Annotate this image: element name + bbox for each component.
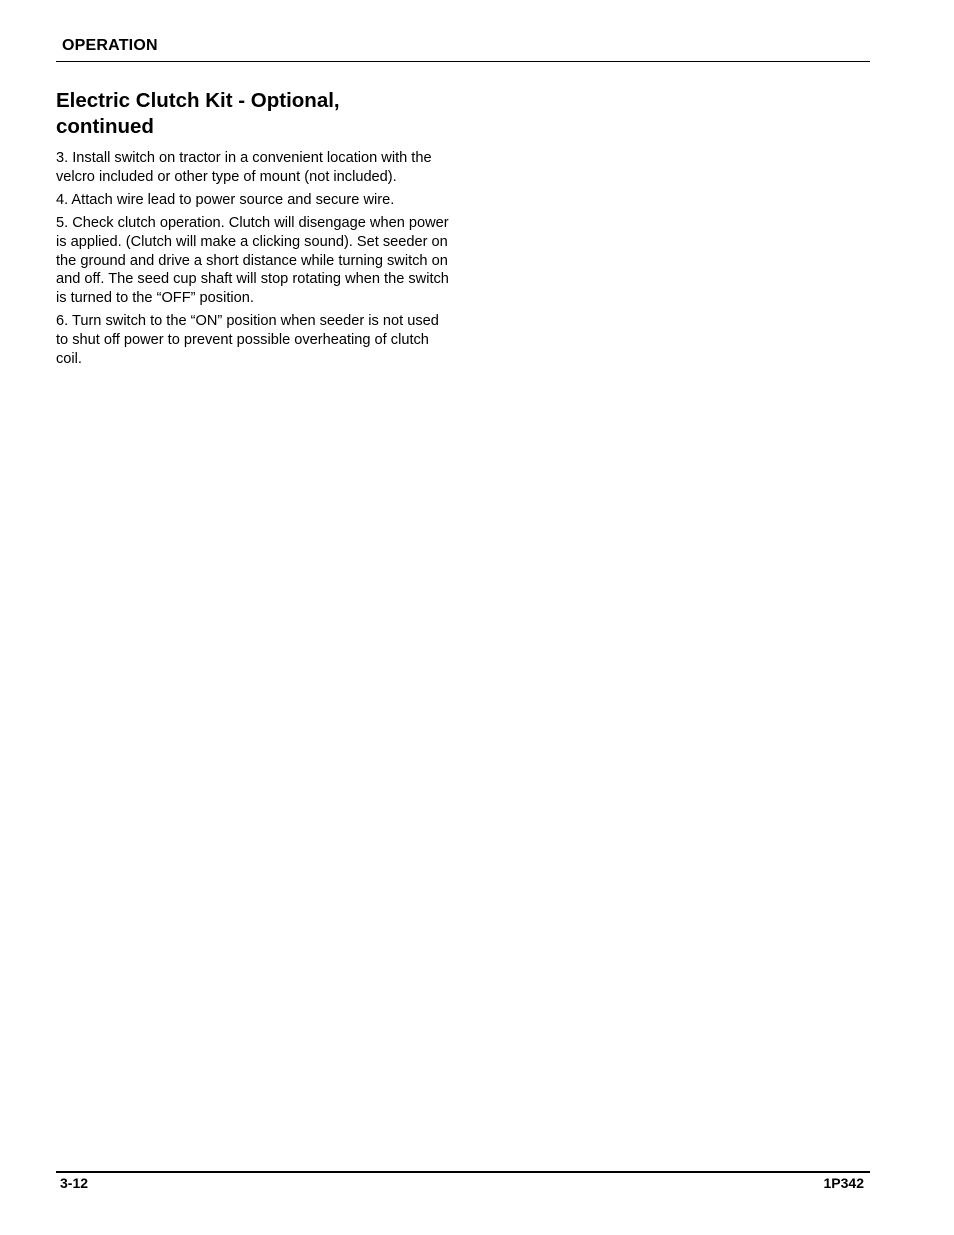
- step-3: 3. Install switch on tractor in a convenient location with the velcro included or other type of mount (not included).: [56, 150, 432, 185]
- document-number: 1P342: [823, 1175, 864, 1191]
- section-title-line-1: Electric Clutch Kit - Optional,: [56, 89, 340, 112]
- section-title-line-2: continued: [56, 115, 154, 138]
- page-number: 3-12: [60, 1175, 89, 1191]
- header-title: OPERATION: [62, 37, 158, 54]
- step-5: 5. Check clutch operation. Clutch will disengage when power is applied. (Clutch will make a clicking sound). Set seeder on the ground and drive a short distance while turning switch on and off. The seed cup shaft will stop rotating when the switch is turned to the “OFF” position.: [56, 215, 449, 306]
- page-header: [56, 36, 870, 62]
- page-footer: [56, 1171, 870, 1193]
- section-title: [56, 88, 456, 140]
- step-4: 4. Attach wire lead to power source and secure wire.: [56, 191, 395, 208]
- instructions-list: [56, 149, 454, 373]
- step-6: 6. Turn switch to the “ON” position when seeder is not used to shut off power to prevent possible overheating of clutch coil.: [56, 313, 439, 367]
